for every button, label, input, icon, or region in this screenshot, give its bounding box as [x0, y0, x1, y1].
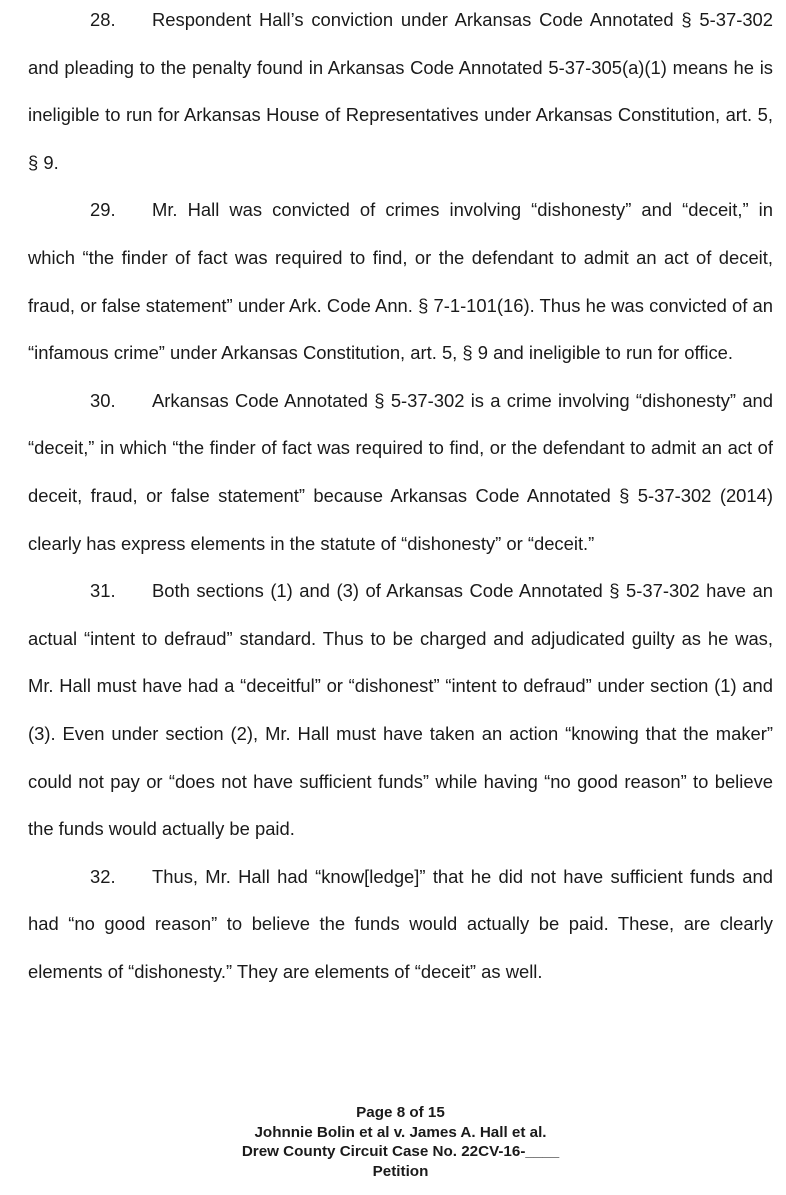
case-number: Drew County Circuit Case No. 22CV-16-____: [241, 1143, 560, 1160]
paragraph-30: [28, 377, 773, 567]
paragraph-32: [28, 853, 773, 996]
page-number: Page 8 of 15: [356, 1104, 445, 1121]
paragraph-number: 28.: [90, 9, 116, 30]
paragraph-28: [28, 0, 773, 186]
paragraph-31: [28, 567, 773, 853]
document-page: [28, 0, 773, 1195]
paragraph-text: Thus, Mr. Hall had “know[ledge]” that he did not have sufficient funds and had “no good reason” to believe the funds would actually be paid. These, are clearly elements of “dishonesty.” They are elements of “deceit” as well.: [28, 865, 773, 982]
paragraph-text: Mr. Hall was convicted of crimes involving “dishonesty” and “deceit,” in which “the finder of fact was required to find, or the defendant to admit an act of deceit, fraud, or false statement” under Ark. Code Ann. § 7-1-101(16). Thus he was convicted of an “infamous crime” under Arkansas Constitution, art. 5, § 9 and ineligible to run for office.: [28, 199, 773, 364]
case-title: Johnnie Bolin et al v. James A. Hall et al.: [254, 1123, 547, 1141]
document-type: Petition: [372, 1162, 429, 1180]
document-body: [28, 0, 773, 995]
paragraph-number: 29.: [90, 199, 116, 221]
paragraph-29: [28, 186, 773, 376]
paragraph-number: 30.: [90, 389, 116, 411]
paragraph-text: Both sections (1) and (3) of Arkansas Code Annotated § 5-37-302 have an actual “intent to defraud” standard. Thus to be charged and adjudicated guilty as he was, Mr. Hall must have had a “deceitful” or “dishonest” “intent to defraud” under section (1) and (3). Even under section (2), Mr. Hall must have taken an action “knowing that the maker” could not pay or “does not have sufficient funds” while having “no good reason” to believe the funds would actually be paid.: [28, 580, 773, 840]
paragraph-number: 31.: [90, 580, 116, 602]
paragraph-number: 32.: [90, 865, 116, 887]
paragraph-text: Respondent Hall’s conviction under Arkansas Code Annotated § 5-37-302 and pleading to the penalty found in Arkansas Code Annotated 5-37-305(a)(1) means he is ineligible to run for Arkansas House of Representatives under Arkansas Constitution, art. 5, § 9.: [28, 9, 773, 173]
paragraph-text: Arkansas Code Annotated § 5-37-302 is a crime involving “dishonesty” and “deceit,” in which “the finder of fact was required to find, or the defendant to admit an act of deceit, fraud, or false statement” because Arkansas Code Annotated § 5-37-302 (2014) clearly has express elements in the statute of “dishonesty” or “deceit.”: [28, 389, 773, 554]
page-footer: [28, 1103, 773, 1181]
